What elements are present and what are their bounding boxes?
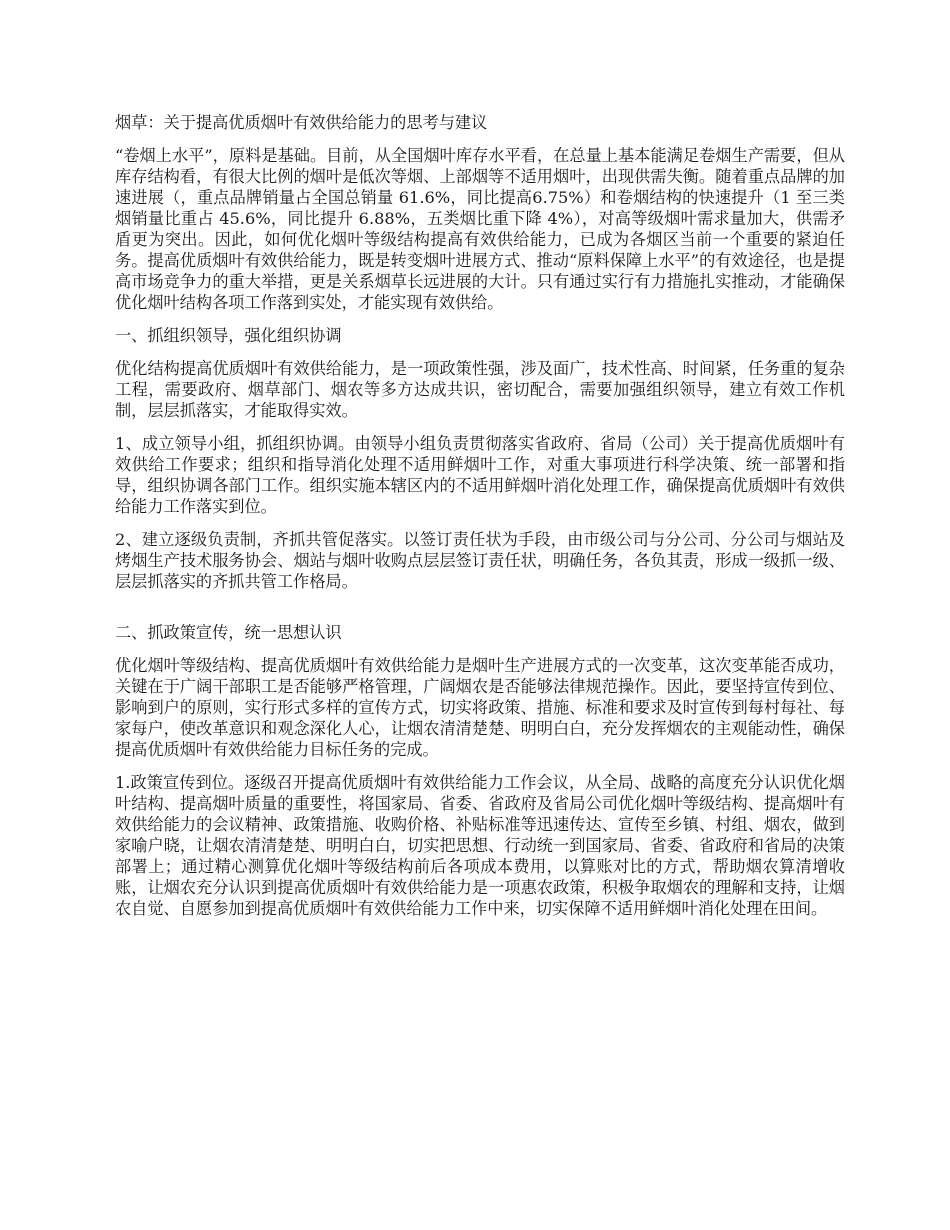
section-2-item-1: 1.政策宣传到位。逐级召开提高优质烟叶有效供给能力工作会议，从全局、战略的高度充分认识优化烟叶结构、提高烟叶质量的重要性，将国家局、省委、省政府及省局公司优化烟叶等级结构、提高烟叶有效供给能力的会议精神、政策措施、收购价格、补贴标准等迅速传达、宣传至乡镇、村组、烟农，做到家喻户晓，让烟农清清楚楚、明明白白，切实把思想、行动统一到国家局、省委、省政府和省局的决策部署上；通过精心测算优化烟叶等级结构前后各项成本费用，以算账对比的方式，帮助烟农算清增收账，让烟农充分认识到提高优质烟叶有效供给能力是一项惠农政策，积极争取烟农的理解和支持，让烟农自觉、自愿参加到提高优质烟叶有效供给能力工作中来，切实保障不适用鲜烟叶消化处理在田间。 [115,773,845,918]
document-title: 烟草：关于提高优质烟叶有效供给能力的思考与建议 [115,113,488,132]
section-1-heading: 一、抓组织领导，强化组织协调 [115,326,342,345]
section-2-intro: 优化烟叶等级结构、提高优质烟叶有效供给能力是烟叶生产进展方式的一次变革，这次变革能否成功，关键在于广阔干部职工是否能够严格管理，广阔烟农是否能够法律规范操作。因此，要坚持宣传到位、影响到户的原则，实行形式多样的宣传方式，切实将政策、措施、标准和要求及时宣传到每村每社、每家每户，使改革意识和观念深化人心，让烟农清清楚楚、明明白白，充分发挥烟农的主观能动性，确保提高优质烟叶有效供给能力目标任务的完成。 [115,656,845,759]
intro-paragraph: “卷烟上水平”，原料是基础。目前，从全国烟叶库存水平看，在总量上基本能满足卷烟生产需要，但从库存结构看，有很大比例的烟叶是低次等烟、上部烟等不适用烟叶，出现供需失衡。随着重点品牌的加速进展（，重点品牌销量占全国总销量 61.6%，同比提高6.75%）和卷烟结构的快速提升（1 至三类烟销量比重占 45.6%，同比提升 6.88%，五类烟比重下降 4%），对高等级烟叶需求量加大，供需矛盾更为突出。因此，如何优化烟叶等级结构提高有效供给能力，已成为各烟区当前一个重要的紧迫任务。提高优质烟叶有效供给能力，既是转变烟叶进展方式、推动“原料保障上水平”的有效途径，也是提高市场竞争力的重大举措，更是关系烟草长远进展的大计。只有通过实行有力措施扎实推动，才能确保优化烟叶结构各项工作落到实处，才能实现有效供给。 [115,146,845,312]
document-page [115,112,845,931]
section-1-intro: 优化结构提高优质烟叶有效供给能力，是一项政策性强，涉及面广，技术性高、时间紧，任务重的复杂工程，需要政府、烟草部门、烟农等多方达成共识，密切配合，需要加强组织领导，建立有效工作机制，层层抓落实，才能取得实效。 [115,359,845,420]
section-2-heading: 二、抓政策宣传，统一思想认识 [115,623,342,642]
section-1-item-1: 1、成立领导小组，抓组织协调。由领导小组负责贯彻落实省政府、省局（公司）关于提高优质烟叶有效供给工作要求；组织和指导消化处理不适用鲜烟叶工作，对重大事项进行科学决策、统一部署和指导，组织协调各部门工作。组织实施本辖区内的不适用鲜烟叶消化处理工作，确保提高优质烟叶有效供给能力工作落实到位。 [115,434,845,516]
section-1-item-2: 2、建立逐级负责制，齐抓共管促落实。以签订责任状为手段，由市级公司与分公司、分公司与烟站及烤烟生产技术服务协会、烟站与烟叶收购点层层签订责任状，明确任务，各负其责，形成一级抓一级、层层抓落实的齐抓共管工作格局。 [115,530,845,591]
